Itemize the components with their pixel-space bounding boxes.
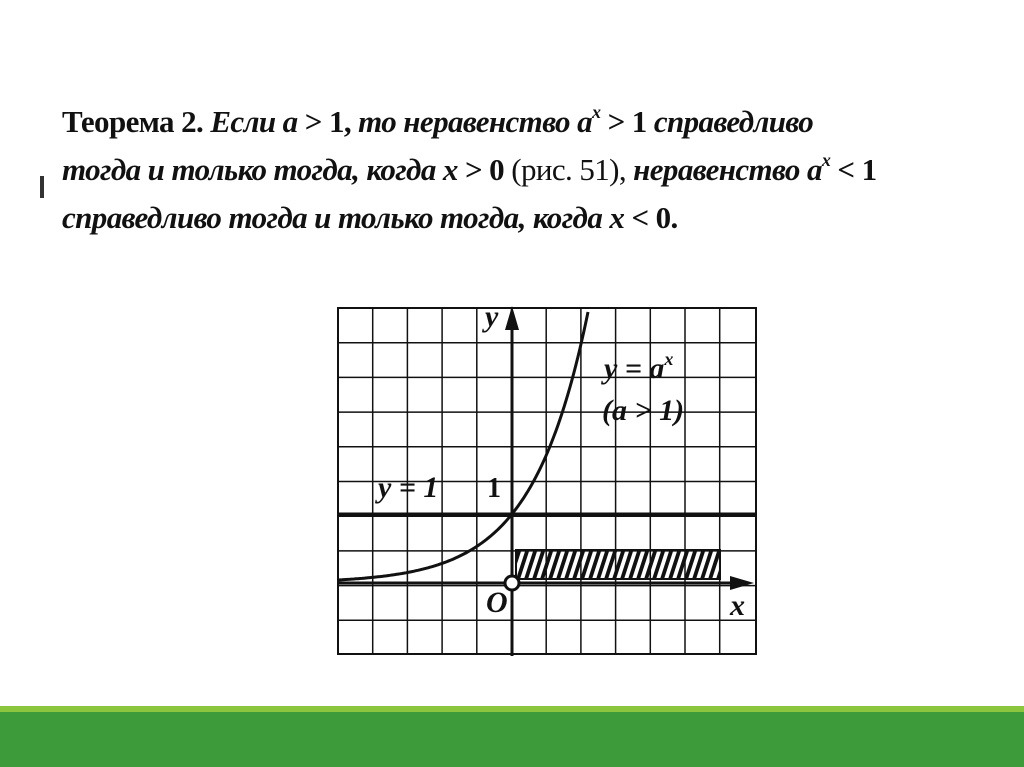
theorem-valid: справедливо [653, 104, 814, 139]
x-axis-arrow [730, 576, 754, 590]
bottom-band [0, 706, 1024, 767]
ineq-gt-0: > 0 [464, 152, 505, 187]
ineq-lt-0: < 0. [631, 200, 678, 235]
theorem-inequality: неравенство [633, 152, 800, 187]
theorem-iff: тогда и только тогда, когда [62, 152, 436, 187]
ineq-lt-1: < 1 [837, 152, 877, 187]
y-axis-arrow [505, 306, 519, 330]
condition-gt-1: > 1, [304, 104, 351, 139]
var-x: x [609, 200, 625, 235]
theorem-line-3 [62, 194, 972, 242]
figure-ref: (рис. 51), [511, 152, 626, 187]
hatched-region [516, 550, 720, 579]
bottom-band-dark [0, 712, 1024, 767]
ineq-gt-1: > 1 [607, 104, 647, 139]
theorem-then: то неравенство [358, 104, 570, 139]
line-label: y = 1 [378, 471, 439, 504]
graph-figure [320, 296, 760, 666]
var-a: a [806, 152, 822, 187]
y-axis-label: y [485, 300, 499, 333]
theorem-heading: Теорема 2. [62, 104, 204, 139]
x-axis-label: x [730, 589, 745, 622]
origin-label: O [486, 586, 508, 619]
theorem-line-2 [62, 146, 972, 194]
exponent-x: x [821, 150, 831, 170]
stray-mark [40, 176, 44, 198]
theorem-line-1 [62, 98, 972, 146]
one-label: 1 [487, 473, 501, 504]
var-a: a [282, 104, 298, 139]
theorem-valid-iff: справедливо тогда и только тогда, когда [62, 200, 603, 235]
curve-label: $y = a^x$ [604, 349, 674, 385]
exponent-x: x [592, 102, 601, 122]
theorem-text [62, 98, 972, 242]
exponential-curve [338, 312, 588, 580]
curve-label-exponent: x [664, 349, 674, 369]
var-x: x [442, 152, 458, 187]
var-a: a [577, 104, 592, 139]
condition-label: (a > 1) [602, 394, 685, 427]
theorem-if: Если [210, 104, 276, 139]
